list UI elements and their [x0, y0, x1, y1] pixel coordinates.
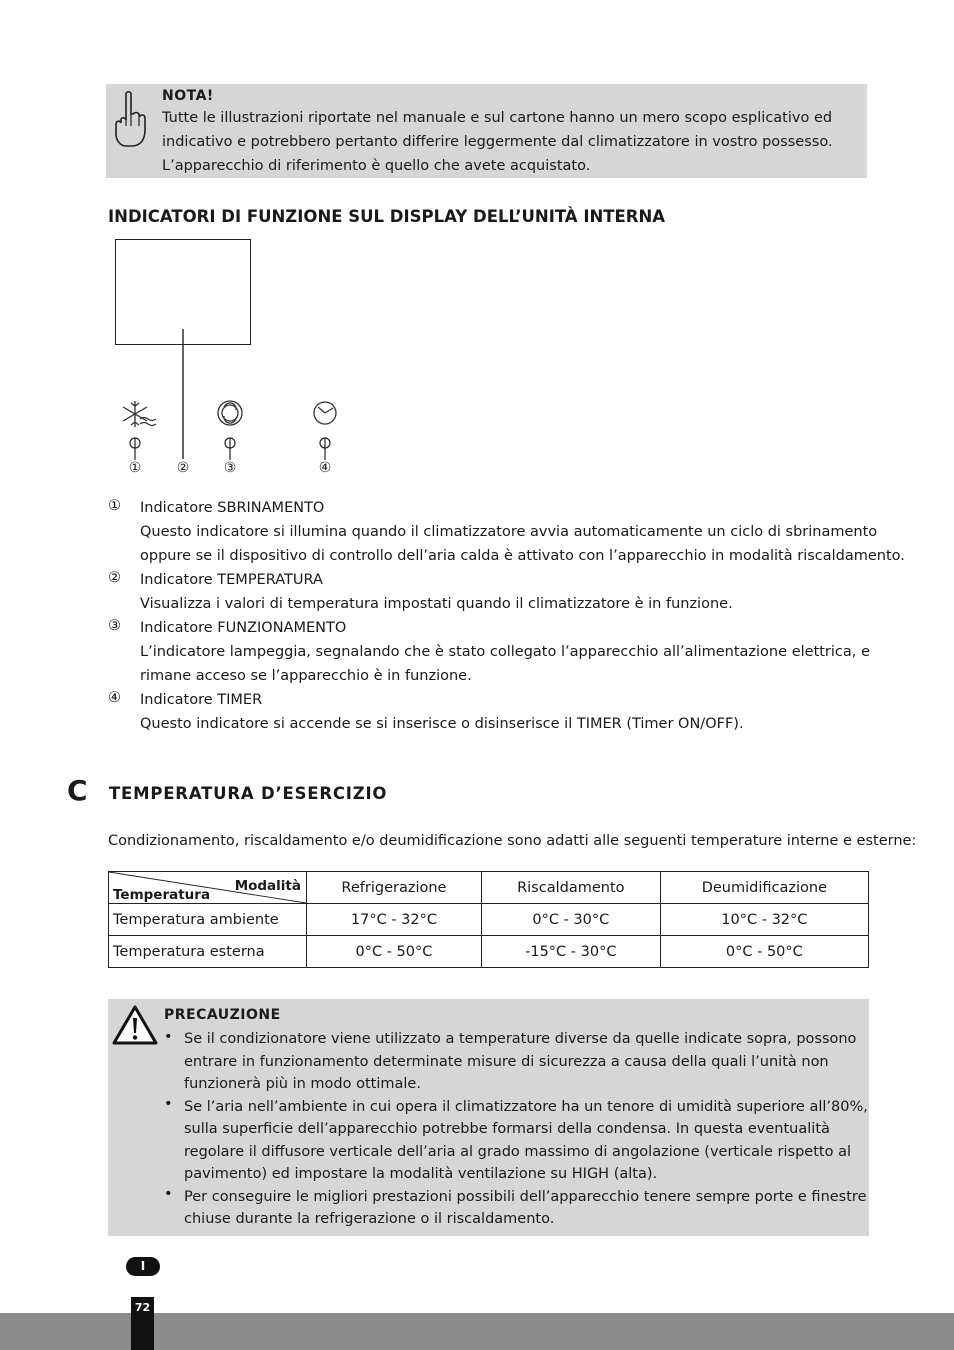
caution-line: Per conseguire le migliori prestazioni possibili dell’apparecchio tenere sempre porte e finestre [184, 1188, 867, 1205]
header-modalita: Modalità [234, 878, 301, 894]
indicator-title-defrost: Indicatore SBRINAMENTO [140, 500, 325, 516]
caution-box [108, 999, 869, 1236]
table-header-cell: Deumidificazione [660, 872, 868, 904]
table-cell: 0°C - 50°C [307, 936, 482, 968]
table-cell: 0°C - 50°C [660, 936, 868, 968]
defrost-snowflake-icon [123, 401, 156, 427]
table-cell: 17°C - 32°C [307, 904, 482, 936]
indicator-number: ④ [108, 690, 121, 706]
table-header-row [109, 872, 869, 904]
operation-cycle-icon [218, 401, 242, 425]
display-diagram [110, 320, 370, 480]
warning-triangle-icon [112, 1005, 158, 1045]
table-row [109, 936, 869, 968]
indicator-text-line: Questo indicatore si accende se si inserisce o disinserisce il TIMER (Timer ON/OFF). [140, 716, 744, 732]
table-row [109, 904, 869, 936]
indicator-number: ② [108, 570, 121, 586]
indicator-title-timer: Indicatore TIMER [140, 692, 263, 708]
pointing-hand-icon [112, 90, 146, 150]
diagram-number: ② [176, 460, 190, 476]
bullet-marker: • [164, 1096, 173, 1112]
page-number: 72 [131, 1297, 154, 1350]
caution-line: chiuse durante la refrigerazione o il riscaldamento. [184, 1211, 555, 1227]
table-header-cell: Riscaldamento [481, 872, 660, 904]
table-row-label: Temperatura ambiente [109, 904, 307, 936]
section-letter: C [67, 774, 88, 807]
diagram-number: ① [128, 460, 142, 476]
indicator-text-line: rimane acceso se l’apparecchio è in funzione. [140, 668, 472, 684]
temperature-table [108, 871, 869, 968]
table-cell: 10°C - 32°C [660, 904, 868, 936]
section-title-operating-temperature: TEMPERATURA D’ESERCIZIO [109, 784, 388, 803]
caution-line: funzionerà più in modo ottimale. [184, 1076, 421, 1092]
language-badge: I [126, 1257, 160, 1276]
caution-line: pavimento) ed impostare la modalità ventilazione su HIGH (alta). [184, 1166, 658, 1182]
caution-title: PRECAUZIONE [164, 1007, 281, 1023]
section-intro: Condizionamento, riscaldamento e/o deumidificazione sono adatti alle seguenti temperature interne e esterne: [108, 833, 917, 849]
caution-line: Se l’aria nell’ambiente in cui opera il climatizzatore ha un tenore di umidità superiore all’80%, [184, 1098, 868, 1115]
note-line: L’apparecchio di riferimento è quello che avete acquistato. [162, 158, 591, 174]
note-box [106, 84, 867, 178]
table-row-label: Temperatura esterna [109, 936, 307, 968]
note-title: NOTA! [162, 88, 214, 104]
note-line: Tutte le illustrazioni riportate nel manuale e sul cartone hanno un mero scopo esplicativo ed [162, 110, 833, 126]
led-indicators [130, 438, 330, 460]
timer-clock-icon [314, 402, 336, 424]
indicator-text-line: L’indicatore lampeggia, segnalando che è stato collegato l’apparecchio all’alimentazione elettrica, e [140, 644, 870, 660]
indicator-text-line: Visualizza i valori di temperatura impostati quando il climatizzatore è in funzione. [140, 596, 733, 612]
table-header-cell: Refrigerazione [307, 872, 482, 904]
caution-line: sulla superficie dell’apparecchio potrebbe formarsi della condensa. In questa eventualità [184, 1121, 830, 1137]
indicator-number: ① [108, 498, 121, 514]
header-temperatura: Temperatura [113, 887, 211, 903]
indicator-title-operation: Indicatore FUNZIONAMENTO [140, 620, 347, 636]
diagram-number: ④ [318, 460, 332, 476]
indicator-number: ③ [108, 618, 121, 634]
table-corner-cell [109, 872, 307, 904]
indicator-title-temperature: Indicatore TEMPERATURA [140, 572, 323, 588]
note-line: indicativo e potrebbero pertanto differire leggermente dal climatizzatore in vostro possesso. [162, 134, 833, 150]
caution-line: regolare il diffusore verticale dell’aria al grado massimo di angolazione (verticale rispetto al [184, 1143, 851, 1160]
indicator-text-line: oppure se il dispositivo di controllo dell’aria calda è attivato con l’apparecchio in modalità riscaldamento. [140, 548, 905, 564]
diagram-number: ③ [223, 460, 237, 476]
caution-line: Se il condizionatore viene utilizzato a temperature diverse da quelle indicate sopra, possono [184, 1031, 857, 1047]
bullet-marker: • [164, 1186, 173, 1202]
table-cell: -15°C - 30°C [481, 936, 660, 968]
bullet-marker: • [164, 1029, 173, 1045]
table-cell: 0°C - 30°C [481, 904, 660, 936]
section-title-display: INDICATORI DI FUNZIONE SUL DISPLAY DELL’UNITÀ INTERNA [108, 207, 666, 226]
indicator-text-line: Questo indicatore si illumina quando il climatizzatore avvia automaticamente un ciclo di sbrinamento [140, 524, 878, 540]
caution-line: entrare in funzionamento determinate misure di sicurezza a causa della quali l’unità non [184, 1053, 829, 1070]
